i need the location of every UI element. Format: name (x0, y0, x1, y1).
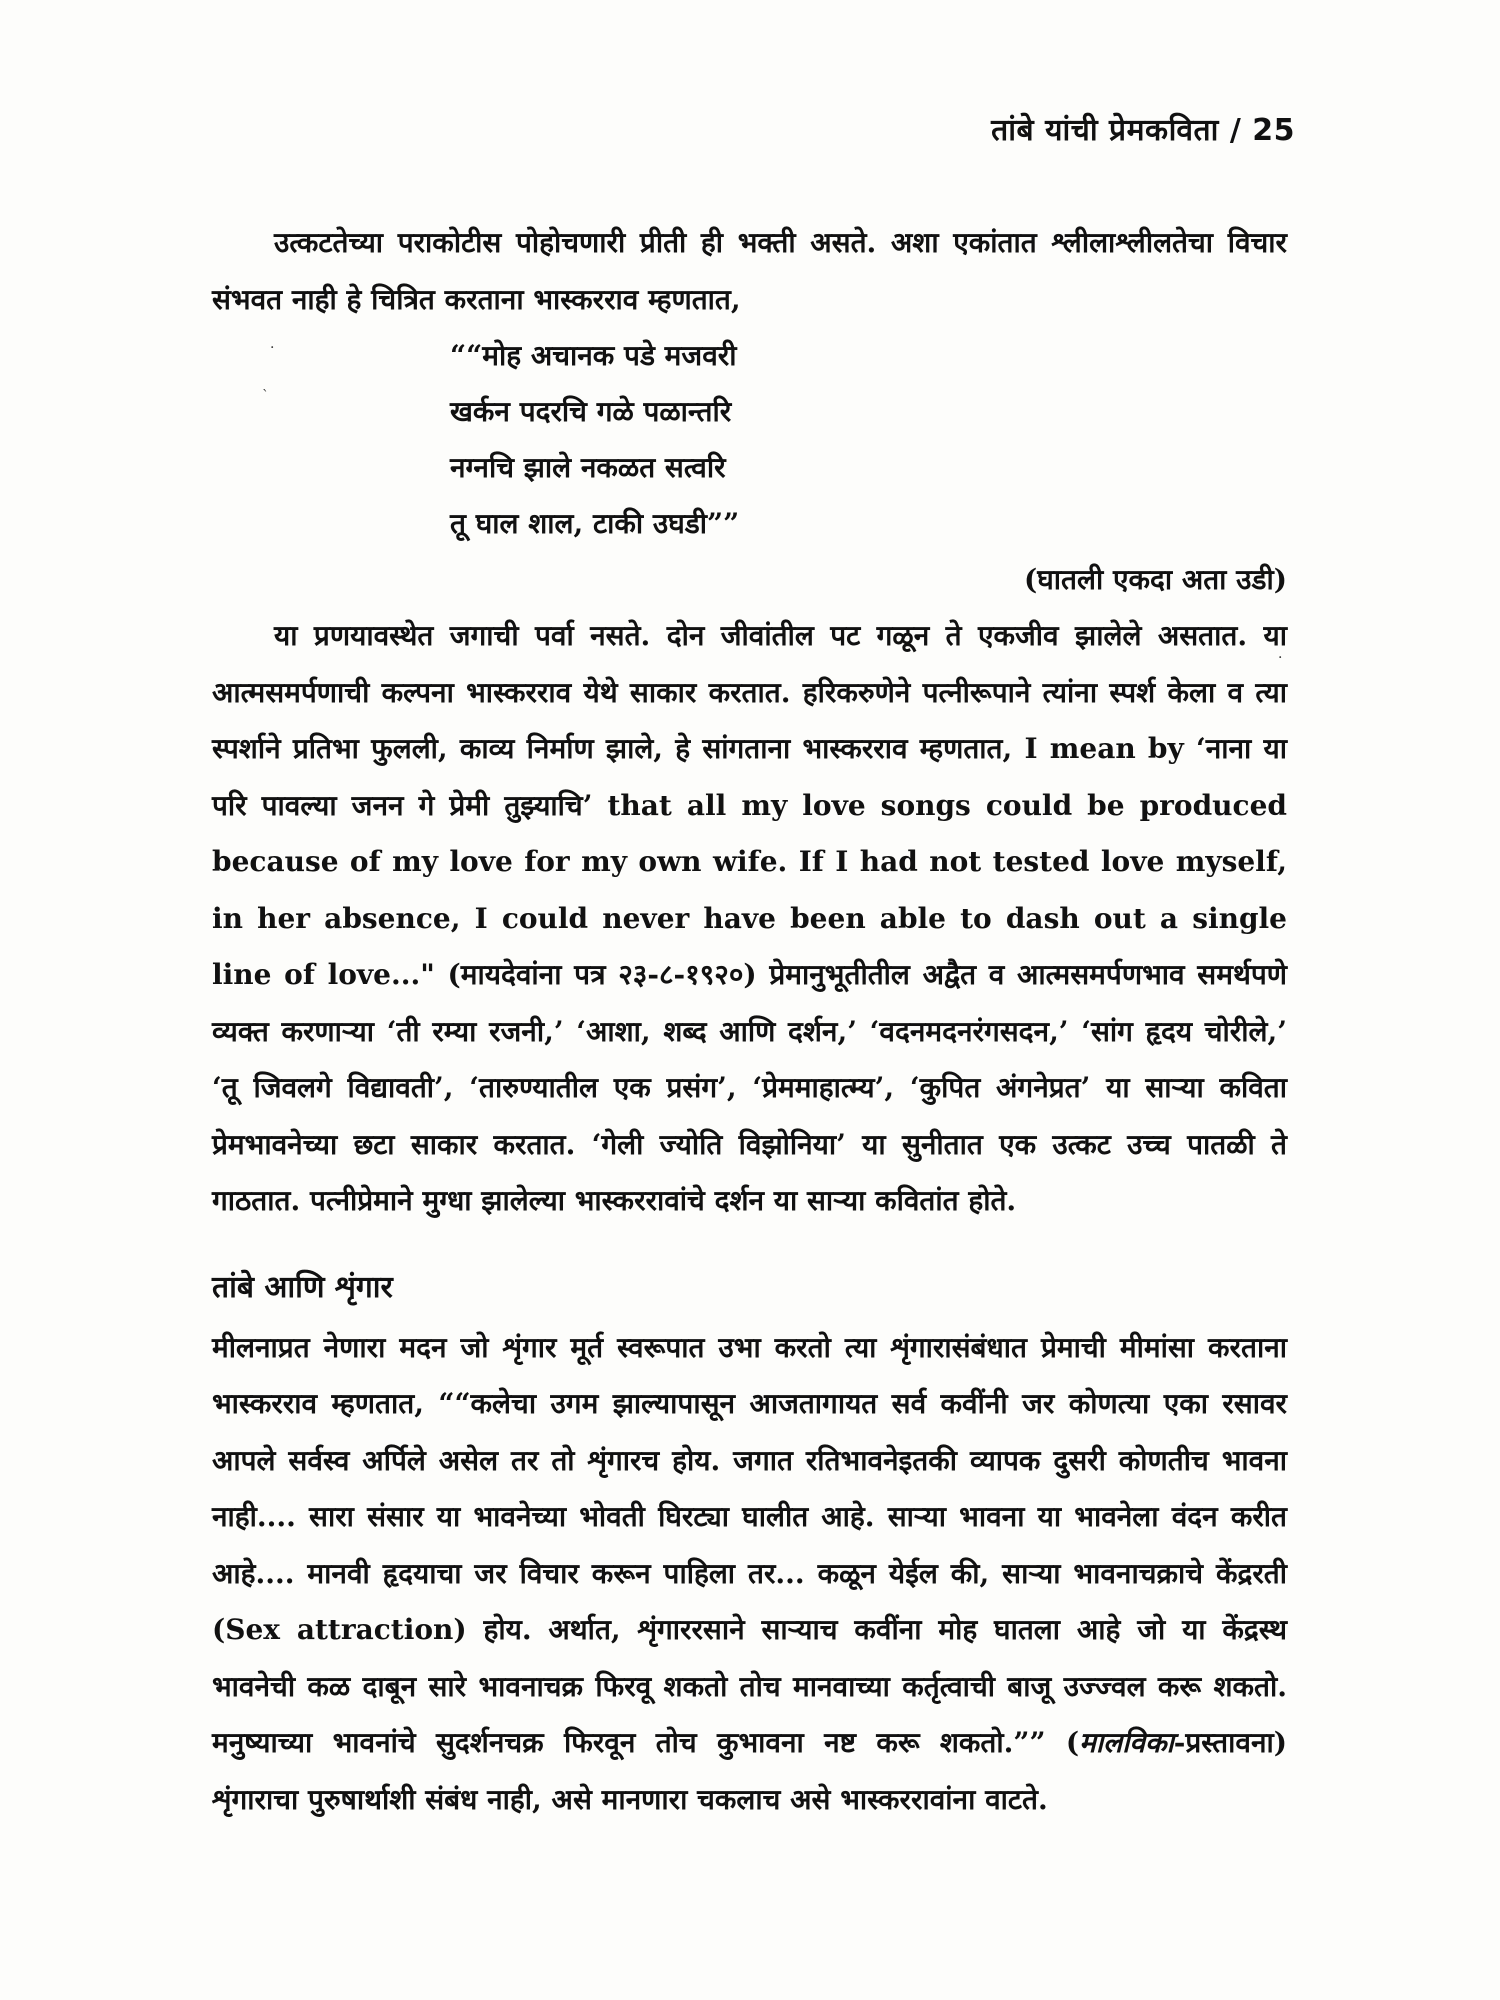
running-header: तांबे यांची प्रेमकविता / 25 (991, 113, 1295, 148)
page-body (212, 215, 1287, 1828)
poem-line: तू घाल शाल, टाकी उघडी”” (450, 507, 740, 540)
paragraph-shringar-tail: -प्रस्तावना) शृंगाराचा पुरुषार्थाशी संबंध नाही, असे मानणारा चकलाच असे भास्कररावांना वाटते. (212, 1726, 1287, 1816)
poem-quote (450, 328, 1287, 552)
paragraph-pranay: या प्रणयावस्थेत जगाची पर्वा नसते. दोन जीवांतील पट गळून ते एकजीव झालेले असतात. या आत्मसमर्पणाची कल्पना भास्करराव येथे साकार करतात. हरिकरुणेने पत्नीरूपाने त्यांना स्पर्श केला व त्या स्पर्शाने प्रतिभा फुलली, काव्य निर्माण झाले, हे सांगताना भास्करराव म्हणतात, I mean by ‘नाना या परि पावल्या जनन गे प्रेमी तुझ्याचि’ that all my love songs could be produced because of my love for my own wife. If I had not tested love myself, in her absence, I could never have been able to dash out a single line of love..." (मायदेवांना पत्र २३-८-१९२०) प्रेमानुभूतीतील अद्वैत व आत्मसमर्पणभाव समर्थपणे व्यक्त करणाऱ्या ‘ती रम्या रजनी,’ ‘आशा, शब्द आणि दर्शन,’ ‘वदनमदनरंगसदन,’ ‘सांग हृदय चोरीले,’ ‘तू जिवलगे विद्यावती’, ‘तारुण्यातील एक प्रसंग’, ‘प्रेममाहात्म्य’, ‘कुपित अंगनेप्रत’ या साऱ्या कविता प्रेमभावनेच्या छटा साकार करतात. ‘गेली ज्योति विझोनिया’ या सुनीतात एक उत्कट उच्च पातळी ते गाठतात. पत्नीप्रेमाने मुग्धा झालेल्या भास्कररावांचे दर्शन या साऱ्या कवितांत होते. (212, 619, 1288, 1217)
print-speck: ` (262, 388, 269, 404)
print-speck: · (270, 340, 275, 356)
section-heading: तांबे आणि शृंगार (212, 1269, 393, 1305)
poem-line: खर्कन पदरचि गळे पळान्तरि (450, 395, 732, 428)
paragraph-shringar-text: मीलनाप्रत नेणारा मदन जो शृंगार मूर्त स्वरूपात उभा करतो त्या शृंगारासंबंधात प्रेमाची मीमांसा करताना भास्करराव म्हणतात, ““कलेचा उगम झाल्यापासून आजतागायत सर्व कवींनी जर कोणत्या एका रसावर आपले सर्वस्व अर्पिले असेल तर तो शृंगारच होय. जगात रतिभावनेइतकी व्यापक दुसरी कोणतीच भावना नाही.... सारा संसार या भावनेच्या भोवती घिरट्या घालीत आहे. साऱ्या भावना या भावनेला वंदन करीत आहे.... मानवी हृदयाचा जर विचार करून पाहिला तर... कळून येईल की, साऱ्या भावनाचक्राचे केंद्ररती (Sex attraction) होय. अर्थात, शृंगाररसाने साऱ्याच कवींना मोह घातला आहे जो या केंद्रस्थ भावनेची कळ दाबून सारे भावनाचक्र फिरवू शकतो तोच मानवाच्या कर्तृत्वाची बाजू उज्ज्वल करू शकतो. मनुष्याच्या भावनांचे सुदर्शनचक्र फिरवून तोच कुभावना नष्ट करू शकतो.”” ( (212, 1330, 1287, 1759)
book-title-malavika: मालविका (1079, 1726, 1174, 1759)
poem-line: ““मोह अचानक पडे मजवरी (450, 339, 737, 372)
paragraph-shringar (212, 1320, 1287, 1829)
poem-line: नग्नचि झाले नकळत सत्वरि (450, 451, 726, 484)
paragraph-intro: उत्कटतेच्या पराकोटीस पोहोचणारी प्रीती ही भक्ती असते. अशा एकांतात श्लीलाश्लीलतेचा विचार संभवत नाही हे चित्रित करताना भास्करराव म्हणतात, (212, 226, 1287, 316)
poem-source: (घातली एकदा अता उडी) (1023, 563, 1287, 596)
print-speck: · (1278, 650, 1283, 666)
